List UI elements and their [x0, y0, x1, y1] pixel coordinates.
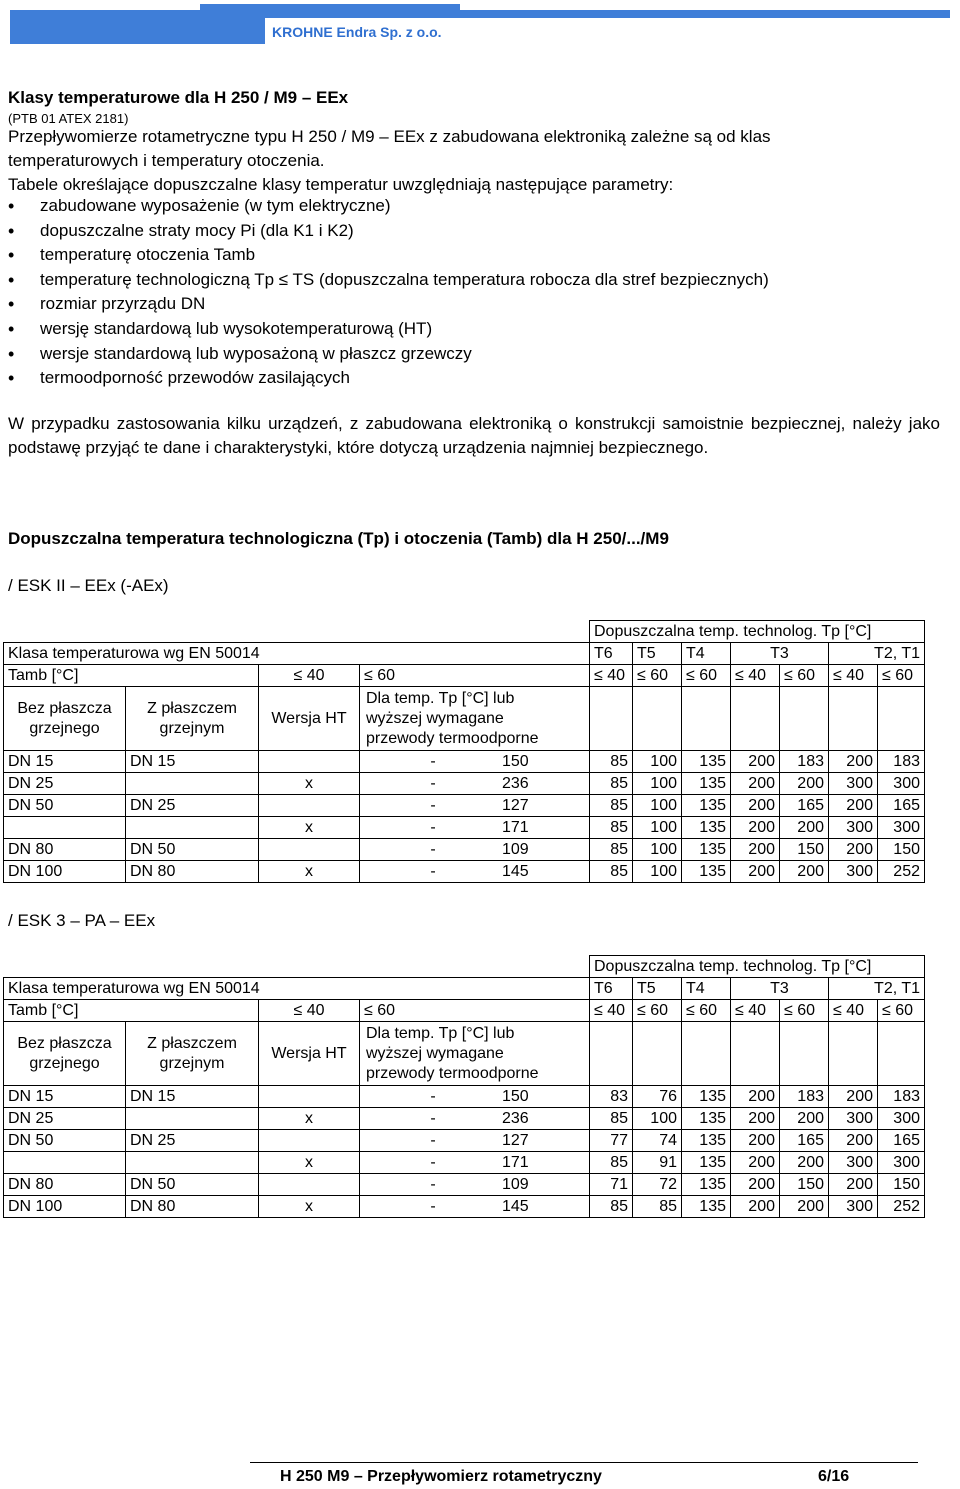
table-row: DN 50 DN 25 - 127 85 100 135 200 165 200 165 [4, 795, 925, 817]
table-row: DN 25 x - 236 85 100 135 200 200 300 300 [4, 773, 925, 795]
table-row: DN 50 DN 25 - 127 77 74 135 200 165 200 165 [4, 1130, 925, 1152]
tamb-cell: ≤ 60 [360, 1000, 590, 1022]
table-1-caption: / ESK II – EEx (-AEx) [8, 576, 169, 595]
class-cell: T6 [590, 978, 633, 1000]
tamb-cell: ≤ 40 [829, 1000, 878, 1022]
list-item: • rozmiar przyrządu DN [8, 292, 769, 317]
dla-temp-header: Dla temp. Tp [°C] lub wyższej wymagane przewody termoodporne [360, 687, 590, 751]
tamb-cell: ≤ 60 [360, 665, 590, 687]
tamb-cell: ≤ 40 [590, 665, 633, 687]
tamb-label: Tamb [°C] [4, 1000, 259, 1022]
page-number: 6/16 [818, 1468, 850, 1485]
wersja-ht-header: Wersja HT [259, 1022, 360, 1086]
temperature-table-1 [3, 620, 925, 883]
tamb-cell: ≤ 60 [682, 1000, 731, 1022]
empty-cell [4, 621, 590, 643]
bez-plaszcza-header: Bez płaszcza grzejnego [4, 687, 126, 751]
tamb-cell: ≤ 60 [682, 665, 731, 687]
tamb-cell: ≤ 40 [259, 1000, 360, 1022]
class-cell: T5 [633, 643, 682, 665]
intro-line-2: temperaturowych i temperatury otoczenia. [8, 151, 325, 170]
tamb-cell: ≤ 40 [829, 665, 878, 687]
list-item: • termoodporność przewodów zasilających [8, 366, 769, 391]
certificate-number: (PTB 01 ATEX 2181) [8, 111, 129, 126]
class-cell: T2, T1 [829, 978, 925, 1000]
tamb-cell: ≤ 60 [780, 1000, 829, 1022]
table-row: DN 100 DN 80 x - 145 85 100 135 200 200 300 252 [4, 861, 925, 883]
section-title: Dopuszczalna temperatura technologiczna (Tp) i otoczenia (Tamb) dla H 250/.../M9 [8, 529, 669, 548]
list-item: • temperaturę technologiczną Tp ≤ TS (dopuszczalna temperatura robocza dla stref bezpiecznych) [8, 268, 769, 293]
class-cell: T6 [590, 643, 633, 665]
wersja-ht-header: Wersja HT [259, 687, 360, 751]
dop-temp-header: Dopuszczalna temp. technolog. Tp [°C] [590, 956, 925, 978]
tamb-cell: ≤ 40 [590, 1000, 633, 1022]
klasa-label: Klasa temperaturowa wg EN 50014 [4, 978, 590, 1000]
tamb-cell: ≤ 40 [259, 665, 360, 687]
table-row: x - 171 85 91 135 200 200 300 300 [4, 1152, 925, 1174]
list-item: • wersje standardową lub wyposażoną w płaszcz grzewczy [8, 342, 769, 367]
tamb-cell: ≤ 60 [878, 665, 925, 687]
page-title: Klasy temperaturowe dla H 250 / M9 – EEx [8, 88, 349, 107]
tamb-cell: ≤ 60 [633, 1000, 682, 1022]
tamb-cell: ≤ 60 [780, 665, 829, 687]
table-2-caption: / ESK 3 – PA – EEx [8, 911, 156, 930]
company-name: KROHNE Endra Sp. z o.o. [272, 24, 442, 40]
footer-divider [250, 1462, 918, 1463]
dla-temp-header: Dla temp. Tp [°C] lub wyższej wymagane przewody termoodporne [360, 1022, 590, 1086]
header-tab [200, 4, 460, 18]
list-item: • temperaturę otoczenia Tamb [8, 243, 769, 268]
tamb-cell: ≤ 60 [633, 665, 682, 687]
intro-line-1: Przepływomierze rotametryczne typu H 250 / M9 – EEx z zabudowana elektroniką zależne są od klas [8, 127, 771, 146]
table-row: DN 80 DN 50 - 109 85 100 135 200 150 200 150 [4, 839, 925, 861]
table-row: DN 80 DN 50 - 109 71 72 135 200 150 200 150 [4, 1174, 925, 1196]
tamb-cell: ≤ 40 [731, 1000, 780, 1022]
list-item: • zabudowane wyposażenie (w tym elektryczne) [8, 194, 769, 219]
bez-plaszcza-header: Bez płaszcza grzejnego [4, 1022, 126, 1086]
table-row: DN 25 x - 236 85 100 135 200 200 300 300 [4, 1108, 925, 1130]
table-row: DN 15 DN 15 - 150 83 76 135 200 183 200 183 [4, 1086, 925, 1108]
z-plaszczem-header: Z płaszczem grzejnym [126, 1022, 259, 1086]
list-item: • wersję standardową lub wysokotemperaturową (HT) [8, 317, 769, 342]
klasa-label: Klasa temperaturowa wg EN 50014 [4, 643, 590, 665]
class-cell: T3 [731, 978, 829, 1000]
note-paragraph: W przypadku zastosowania kilku urządzeń, z zabudowana elektroniką o konstrukcji samoistnie bezpiecznej, należy jako podstawę przyjąć te dane i charakterystyki, które dotyczą urządzenia najmniej bezpiecznego. [8, 414, 940, 457]
class-cell: T5 [633, 978, 682, 1000]
list-item: • dopuszczalne straty mocy Pi (dla K1 i K2) [8, 219, 769, 244]
tamb-cell: ≤ 60 [878, 1000, 925, 1022]
class-cell: T4 [682, 978, 731, 1000]
footer-title: H 250 M9 – Przepływomierz rotametryczny [280, 1468, 602, 1485]
z-plaszczem-header: Z płaszczem grzejnym [126, 687, 259, 751]
dop-temp-header: Dopuszczalna temp. technolog. Tp [°C] [590, 621, 925, 643]
tamb-cell: ≤ 40 [731, 665, 780, 687]
class-cell: T4 [682, 643, 731, 665]
intro-line-3: Tabele określające dopuszczalne klasy temperatur uwzględniają następujące parametry: [8, 175, 674, 194]
tamb-label: Tamb [°C] [4, 665, 259, 687]
class-cell: T2, T1 [829, 643, 925, 665]
table-row: DN 100 DN 80 x - 145 85 85 135 200 200 300 252 [4, 1196, 925, 1218]
parameter-list [8, 194, 769, 391]
empty-cell [4, 956, 590, 978]
temperature-table-2 [3, 955, 925, 1218]
table-row: DN 15 DN 15 - 150 85 100 135 200 183 200 183 [4, 751, 925, 773]
class-cell: T3 [731, 643, 829, 665]
table-row: x - 171 85 100 135 200 200 300 300 [4, 817, 925, 839]
